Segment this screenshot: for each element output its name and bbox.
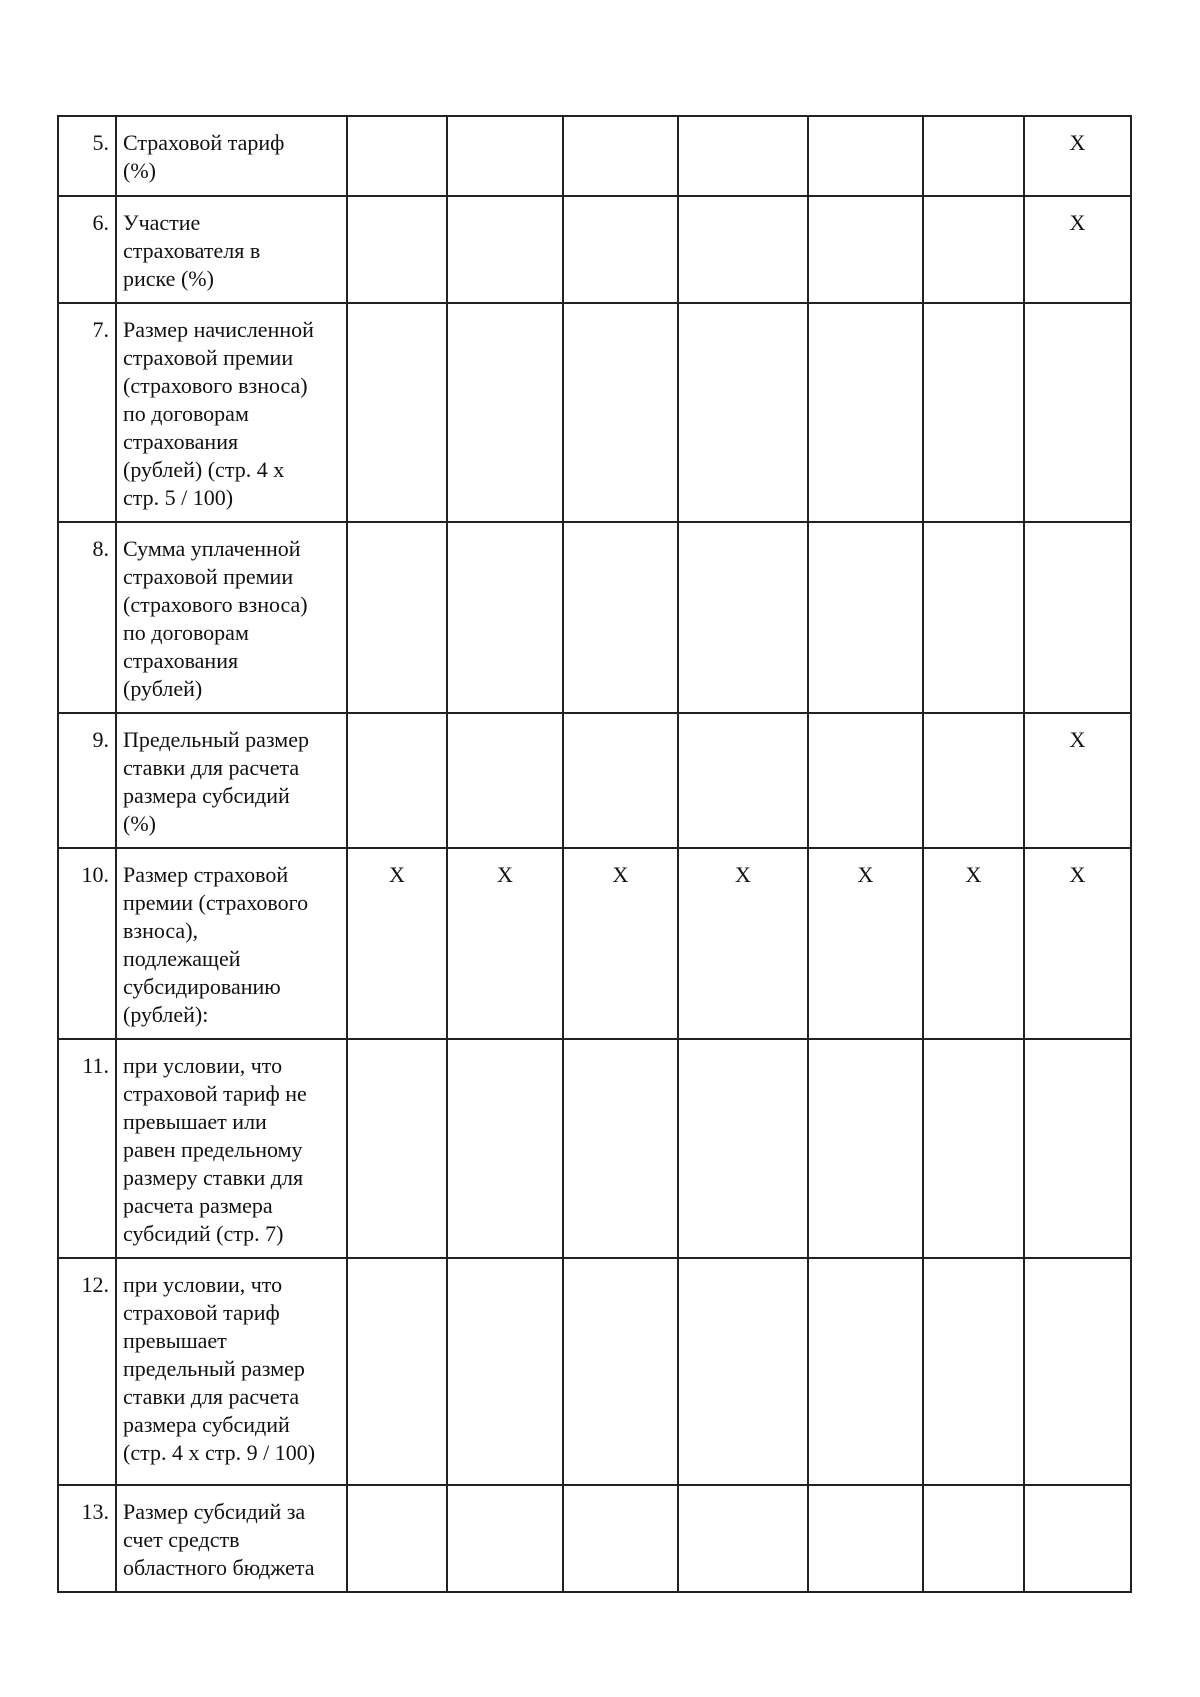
table-cell xyxy=(447,196,563,303)
table-cell xyxy=(447,1258,563,1485)
row-number: 9. xyxy=(58,713,116,848)
table-cell: Х xyxy=(923,848,1024,1039)
table-cell xyxy=(808,1039,923,1258)
table-cell xyxy=(563,1039,678,1258)
table-cell xyxy=(923,196,1024,303)
table-cell xyxy=(563,1485,678,1592)
table-cell xyxy=(563,713,678,848)
table-cell xyxy=(678,303,808,522)
table-cell xyxy=(347,1485,447,1592)
table-row xyxy=(58,303,1131,522)
table-cell xyxy=(678,1258,808,1485)
table-cell xyxy=(923,1258,1024,1485)
table-cell xyxy=(347,116,447,196)
table-row xyxy=(58,1485,1131,1592)
row-number: 11. xyxy=(58,1039,116,1258)
table-row xyxy=(58,522,1131,713)
table-cell xyxy=(923,1039,1024,1258)
subsidy-calculation-table xyxy=(57,115,1132,1593)
row-label: Размер субсидий за счет средств областного бюджета xyxy=(116,1485,347,1592)
table-cell xyxy=(347,1258,447,1485)
table-cell xyxy=(563,1258,678,1485)
table-cell: Х xyxy=(563,848,678,1039)
table-cell xyxy=(678,713,808,848)
table-cell: Х xyxy=(808,848,923,1039)
row-number: 12. xyxy=(58,1258,116,1485)
table-row xyxy=(58,1258,1131,1485)
row-label: при условии, что страховой тариф не превышает или равен предельному размеру ставки для расчета размера субсидий (стр. 7) xyxy=(116,1039,347,1258)
table-cell xyxy=(347,713,447,848)
row-number: 13. xyxy=(58,1485,116,1592)
table-cell: Х xyxy=(1024,713,1131,848)
table-cell xyxy=(678,522,808,713)
row-label: Размер начисленной страховой премии (страхового взноса) по договорам страхования (рублей) (стр. 4 х стр. 5 / 100) xyxy=(116,303,347,522)
row-label: Участие страхователя в риске (%) xyxy=(116,196,347,303)
table-cell xyxy=(1024,1485,1131,1592)
table-row xyxy=(58,196,1131,303)
table-cell xyxy=(447,522,563,713)
table-row xyxy=(58,848,1131,1039)
table-cell xyxy=(563,196,678,303)
table-cell xyxy=(678,196,808,303)
table-cell xyxy=(1024,522,1131,713)
table-cell xyxy=(678,1485,808,1592)
table-cell xyxy=(808,1258,923,1485)
table-cell xyxy=(563,522,678,713)
table-cell xyxy=(563,303,678,522)
table-cell xyxy=(923,522,1024,713)
table-cell: Х xyxy=(447,848,563,1039)
row-number: 8. xyxy=(58,522,116,713)
row-label: Размер страховой премии (страхового взноса), подлежащей субсидированию (рублей): xyxy=(116,848,347,1039)
table-row xyxy=(58,116,1131,196)
table-cell xyxy=(347,303,447,522)
table-cell xyxy=(447,303,563,522)
table-cell xyxy=(1024,303,1131,522)
row-number: 5. xyxy=(58,116,116,196)
table-cell xyxy=(347,196,447,303)
table-cell xyxy=(808,713,923,848)
table-row xyxy=(58,1039,1131,1258)
row-number: 10. xyxy=(58,848,116,1039)
row-label: Сумма уплаченной страховой премии (страхового взноса) по договорам страхования (рублей) xyxy=(116,522,347,713)
table-cell: Х xyxy=(1024,848,1131,1039)
table-cell xyxy=(1024,1039,1131,1258)
table-cell xyxy=(808,303,923,522)
table-cell xyxy=(808,1485,923,1592)
row-number: 6. xyxy=(58,196,116,303)
table-cell xyxy=(808,116,923,196)
table-cell xyxy=(923,1485,1024,1592)
row-label: Страховой тариф (%) xyxy=(116,116,347,196)
table-row xyxy=(58,713,1131,848)
table-cell xyxy=(1024,1258,1131,1485)
table-cell: Х xyxy=(347,848,447,1039)
table-cell xyxy=(447,1485,563,1592)
row-label: Предельный размер ставки для расчета размера субсидий (%) xyxy=(116,713,347,848)
table-body xyxy=(58,116,1131,1592)
row-number: 7. xyxy=(58,303,116,522)
table-cell xyxy=(923,303,1024,522)
table-cell xyxy=(808,522,923,713)
table-cell xyxy=(447,1039,563,1258)
table-cell xyxy=(923,713,1024,848)
table-cell xyxy=(678,1039,808,1258)
table-cell xyxy=(347,1039,447,1258)
row-label: при условии, что страховой тариф превышает предельный размер ставки для расчета размера субсидий (стр. 4 х стр. 9 / 100) xyxy=(116,1258,347,1485)
table-cell xyxy=(447,116,563,196)
table-cell xyxy=(808,196,923,303)
table-cell: Х xyxy=(1024,196,1131,303)
table-cell: Х xyxy=(1024,116,1131,196)
table-cell xyxy=(563,116,678,196)
table-cell: Х xyxy=(678,848,808,1039)
table-cell xyxy=(347,522,447,713)
table-cell xyxy=(678,116,808,196)
table-cell xyxy=(447,713,563,848)
table-cell xyxy=(923,116,1024,196)
